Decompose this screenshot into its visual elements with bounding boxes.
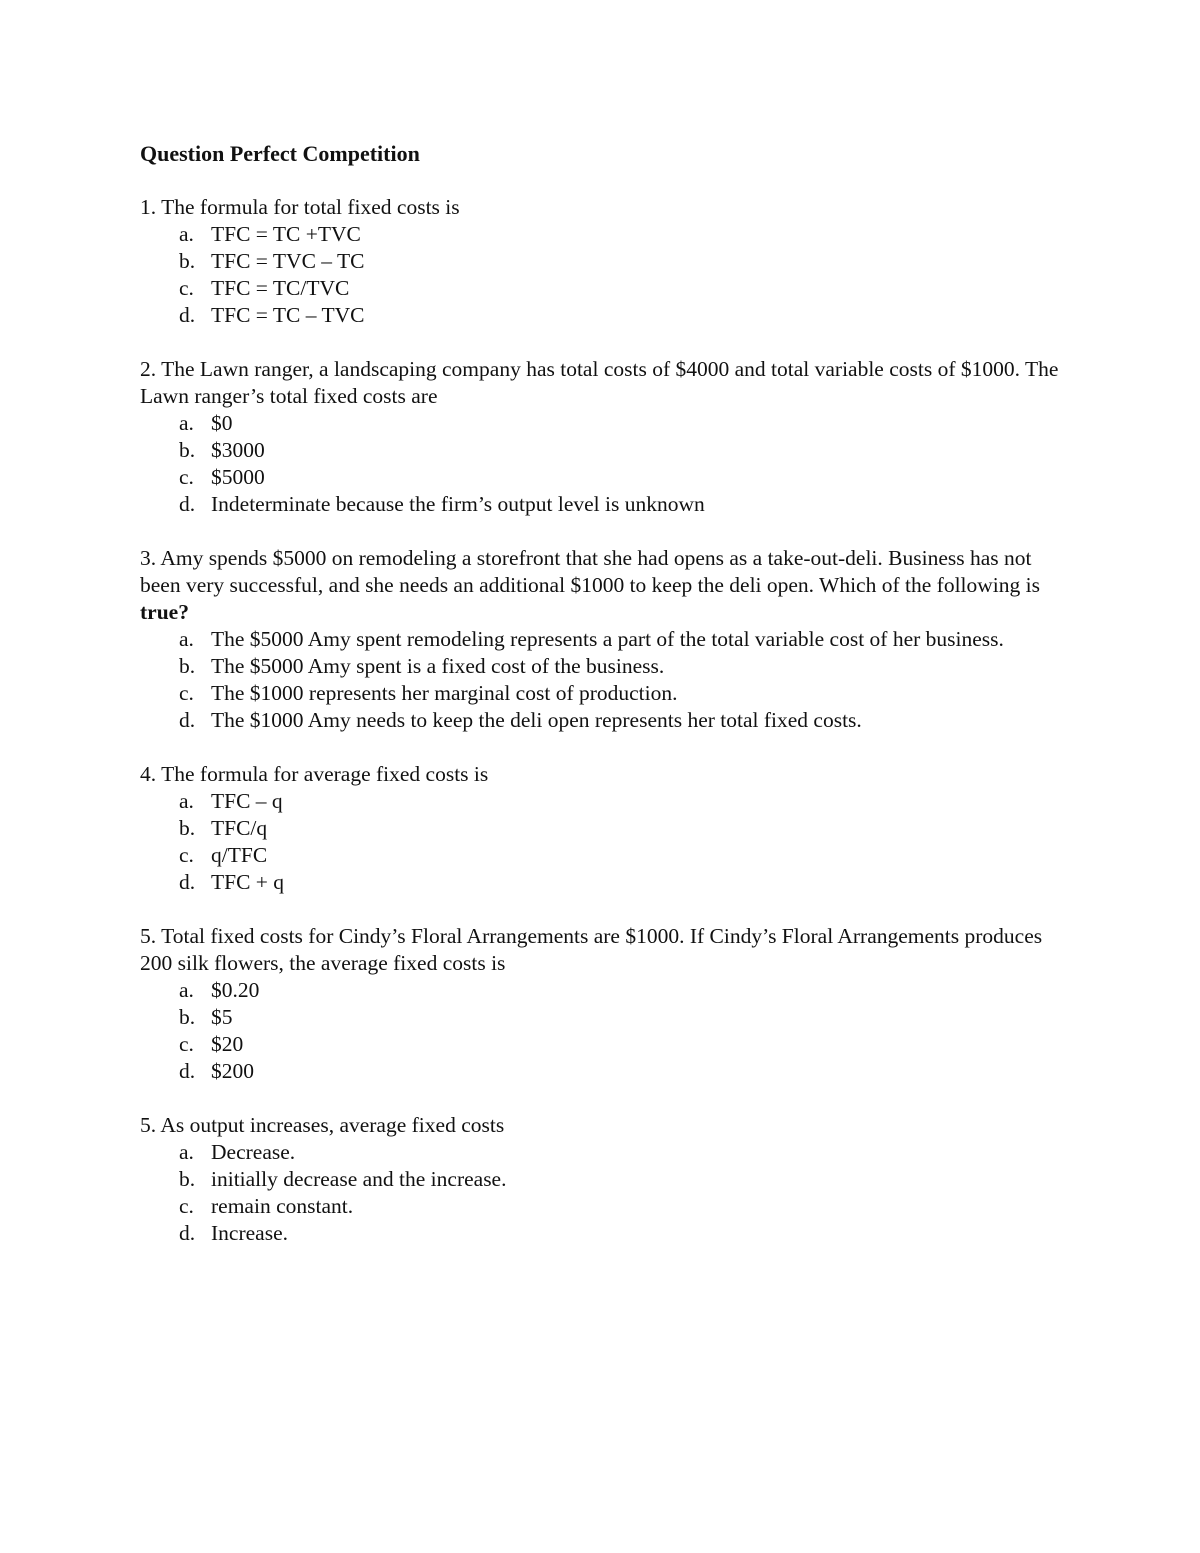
option (140, 1058, 1060, 1085)
option-letter: a. (179, 222, 194, 246)
option (140, 788, 1060, 815)
option-text: TFC/q (211, 816, 268, 840)
option-text: TFC + q (211, 870, 285, 894)
option-text: $5000 (211, 465, 265, 489)
option-letter: c. (179, 681, 194, 705)
option-letter: c. (179, 465, 194, 489)
option (140, 464, 1060, 491)
option-text: Indeterminate because the firm’s output level is unknown (211, 492, 705, 516)
options-list (140, 977, 1060, 1085)
option-text: $5 (211, 1005, 233, 1029)
option-text: q/TFC (211, 843, 268, 867)
option-letter: d. (179, 1059, 196, 1083)
options-list (140, 410, 1060, 518)
option-text: The $1000 represents her marginal cost of production. (211, 681, 678, 705)
option-letter: d. (179, 708, 196, 732)
option (140, 815, 1060, 842)
option-letter: a. (179, 1140, 194, 1164)
option-text: remain constant. (211, 1194, 354, 1218)
option (140, 869, 1060, 896)
option-text: $3000 (211, 438, 265, 462)
option (140, 1139, 1060, 1166)
question-stem-emphasis: true? (140, 600, 189, 624)
question-4 (140, 761, 1060, 896)
option (140, 491, 1060, 518)
option-letter: b. (179, 438, 196, 462)
option (140, 1004, 1060, 1031)
option-text: $0.20 (211, 978, 260, 1002)
option-letter: c. (179, 843, 194, 867)
page-title: Question Perfect Competition (140, 141, 420, 166)
question-stem: 4. The formula for average fixed costs is (140, 762, 489, 786)
option-letter: b. (179, 654, 196, 678)
option-text: initially decrease and the increase. (211, 1167, 507, 1191)
question-3 (140, 545, 1060, 734)
option-letter: d. (179, 870, 196, 894)
option-letter: c. (179, 276, 194, 300)
option (140, 653, 1060, 680)
option (140, 680, 1060, 707)
option-text: The $1000 Amy needs to keep the deli open represents her total fixed costs. (211, 708, 862, 732)
question-1 (140, 194, 1060, 329)
question-5 (140, 923, 1060, 1085)
options-list (140, 626, 1060, 734)
option-letter: a. (179, 978, 194, 1002)
option-text: Decrease. (211, 1140, 296, 1164)
option-letter: d. (179, 492, 196, 516)
option (140, 248, 1060, 275)
option (140, 275, 1060, 302)
option (140, 977, 1060, 1004)
options-list (140, 221, 1060, 329)
option (140, 221, 1060, 248)
option-letter: b. (179, 816, 196, 840)
option-letter: c. (179, 1032, 194, 1056)
option-letter: b. (179, 249, 196, 273)
option (140, 1220, 1060, 1247)
option-text: $20 (211, 1032, 244, 1056)
option (140, 707, 1060, 734)
option-letter: b. (179, 1167, 196, 1191)
option-text: TFC = TVC – TC (211, 249, 365, 273)
question-stem: 5. Total fixed costs for Cindy’s Floral Arrangements are $1000. If Cindy’s Floral Arrangements produces 200 silk flowers, the average fixed costs is (140, 924, 1043, 975)
options-list (140, 788, 1060, 896)
option-text: TFC – q (211, 789, 283, 813)
option-text: TFC = TC – TVC (211, 303, 365, 327)
option-text: Increase. (211, 1221, 288, 1245)
option-text: The $5000 Amy spent remodeling represents a part of the total variable cost of her business. (211, 627, 1004, 651)
option-letter: d. (179, 303, 196, 327)
question-6 (140, 1112, 1060, 1247)
document-content (140, 140, 1060, 1274)
option (140, 410, 1060, 437)
option (140, 1193, 1060, 1220)
option (140, 1031, 1060, 1058)
option (140, 842, 1060, 869)
options-list (140, 1139, 1060, 1247)
option-letter: d. (179, 1221, 196, 1245)
question-stem: 2. The Lawn ranger, a landscaping company has total costs of $4000 and total variable costs of $1000. The Lawn ranger’s total fixed costs are (140, 357, 1059, 408)
option-letter: a. (179, 627, 194, 651)
option-text: $200 (211, 1059, 254, 1083)
question-stem: 1. The formula for total fixed costs is (140, 195, 460, 219)
option (140, 437, 1060, 464)
option-text: TFC = TC/TVC (211, 276, 350, 300)
option-letter: b. (179, 1005, 196, 1029)
option-letter: a. (179, 789, 194, 813)
question-stem (140, 545, 1060, 626)
option-text: The $5000 Amy spent is a fixed cost of the business. (211, 654, 665, 678)
option (140, 1166, 1060, 1193)
option-letter: a. (179, 411, 194, 435)
option (140, 626, 1060, 653)
option (140, 302, 1060, 329)
question-2 (140, 356, 1060, 518)
option-text: $0 (211, 411, 233, 435)
option-text: TFC = TC +TVC (211, 222, 361, 246)
question-stem-text: 3. Amy spends $5000 on remodeling a storefront that she had opens as a take-out-deli. Business has not been very successful, and she needs an additional $1000 to keep the deli open. Which of the following is (140, 546, 1040, 597)
option-letter: c. (179, 1194, 194, 1218)
question-stem: 5. As output increases, average fixed costs (140, 1113, 505, 1137)
